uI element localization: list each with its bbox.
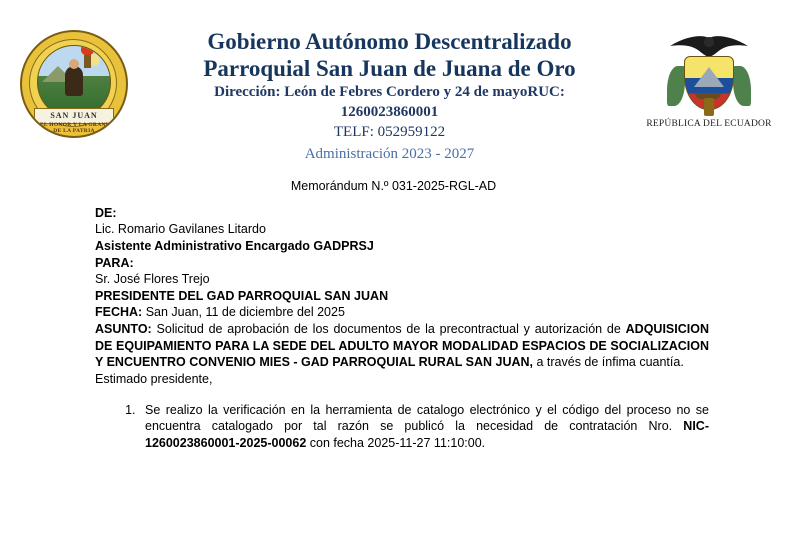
para-label: PARA: <box>95 255 134 270</box>
numbered-list <box>95 402 709 452</box>
memo-number: Memorándum N.º 031-2025-RGL-AD <box>290 178 497 193</box>
asunto-label: ASUNTO: <box>95 322 152 336</box>
seal-figure-icon <box>65 66 83 96</box>
laurel-left-icon <box>667 66 685 106</box>
asunto-paragraph <box>95 321 709 371</box>
item-1-text-1: Se realizo la verificación en la herramienta de catalogo electrónico y el código del proceso no se encuentra catalogado por tal razón se publicó la necesidad de contratación Nro. <box>145 402 709 434</box>
gad-parish-seal-icon <box>20 30 128 138</box>
de-name: Lic. Romario Gavilanes Litardo <box>95 222 266 237</box>
asunto-text-2: a través de ínfima cuantía. <box>533 355 684 370</box>
fecha-row <box>95 304 709 321</box>
asunto-text-1: Solicitud de aprobación de los documentos de la precontractual y autorización de <box>156 322 626 336</box>
asunto-bold-text: ADQUISICION DE EQUIPAMIENTO PARA LA SEDE DEL ADULTO MAYOR MODALIDAD ESPACIOS DE SOCIALIZACION Y ENCUENTRO CONVENIO MIES - GAD PARROQUIAL RURAL SAN JUAN, <box>95 322 709 370</box>
document-header <box>0 0 787 163</box>
para-name: Sr. José Flores Trejo <box>95 272 210 287</box>
seal-arc-text: POR EL HONOR Y LA GRANDEZA DE LA PATRIA <box>25 122 123 134</box>
item-1-bold-code: NIC-1260023860001-2025-00062 <box>145 419 709 450</box>
org-telephone: TELF: 052959122 <box>333 123 446 140</box>
header-text-block <box>134 22 645 163</box>
fecha-label: FECHA: <box>95 305 143 320</box>
ecuador-arms-container <box>645 22 773 129</box>
fasces-icon <box>704 98 714 116</box>
item-1-text-2: con fecha 2025-11-27 11:10:00. <box>306 436 486 450</box>
org-address: Dirección: León de Febres Cordero y 24 de mayoRUC: <box>214 84 565 101</box>
seal-torch-icon <box>84 52 91 68</box>
org-administration-period: Administración 2023 - 2027 <box>304 145 475 162</box>
laurel-right-icon <box>733 66 751 106</box>
org-title-line1: Gobierno Autónomo Descentralizado <box>207 29 572 54</box>
seal-banner-text: SAN JUAN <box>34 108 114 124</box>
ecuador-coat-of-arms-icon <box>659 34 759 116</box>
republic-caption: REPÚBLICA DEL ECUADOR <box>646 119 772 129</box>
gad-seal-container <box>14 22 134 138</box>
greeting-line: Estimado presidente, <box>95 371 213 386</box>
de-position: Asistente Administrativo Encargado GADPRSJ <box>95 238 374 253</box>
org-ruc: 1260023860001 <box>340 103 439 120</box>
de-label: DE: <box>95 205 117 220</box>
list-item <box>139 402 709 452</box>
fecha-value: San Juan, 11 de diciembre del 2025 <box>145 305 345 320</box>
org-title-line2: Parroquial San Juan de Juana de Oro <box>203 56 576 82</box>
shield-mountain-icon <box>694 67 724 87</box>
para-position: PRESIDENTE DEL GAD PARROQUIAL SAN JUAN <box>95 288 389 303</box>
memo-body <box>0 193 787 452</box>
